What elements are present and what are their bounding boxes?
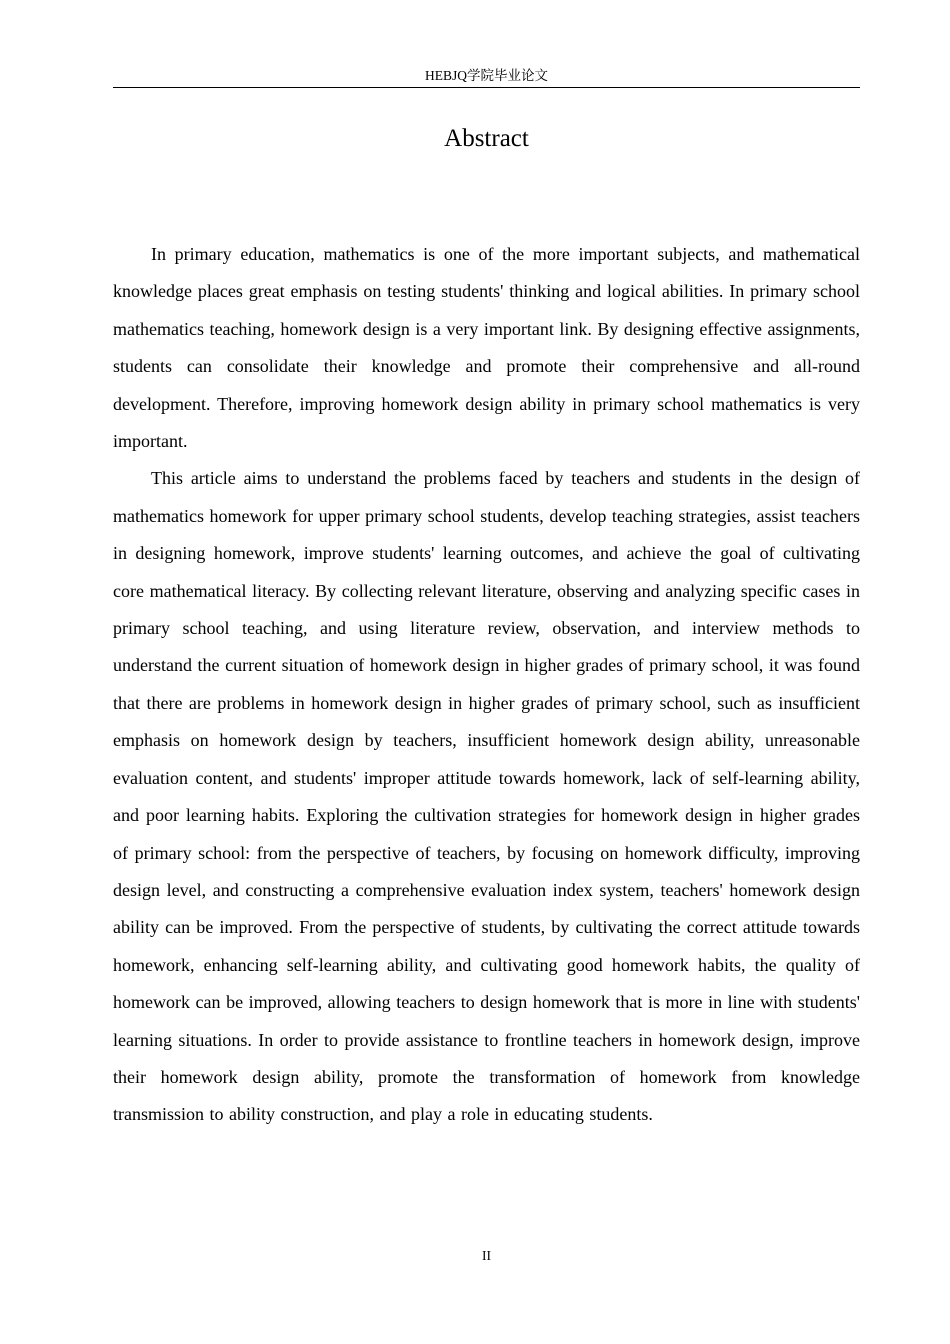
page-header: [113, 66, 860, 88]
abstract-paragraph-1: In primary education, mathematics is one of the more important subjects, and mathematical knowledge places great emphasis on testing students' thinking and logical abilities. In primary school mathematics teaching, homework design is a very important link. By designing effective assignments, students can consolidate their knowledge and promote their comprehensive and all-round development. Therefore, improving homework design ability in primary school mathematics is very important.: [113, 244, 861, 452]
header-text: HEBJQ学院毕业论文: [424, 68, 548, 83]
abstract-paragraph-2: This article aims to understand the problems faced by teachers and students in the design of mathematics homework for upper primary school students, develop teaching strategies, assist teachers in designing homework, improve students' learning outcomes, and achieve the goal of cultivating core mathematical literacy. By collecting relevant literature, observing and analyzing specific cases in primary school teaching, and using literature review, observation, and interview methods to understand the current situation of homework design in higher grades of primary school, it was found that there are problems in homework design in higher grades of primary school, such as insufficient emphasis on homework design by teachers, insufficient homework design ability, unreasonable evaluation content, and students' improper attitude towards homework, lack of self-learning ability, and poor learning habits. Exploring the cultivation strategies for homework design in higher grades of primary school: from the perspective of teachers, by focusing on homework difficulty, improving design level, and constructing a comprehensive evaluation index system, teachers' homework design ability can be improved. From the perspective of students, by cultivating the correct attitude towards homework, enhancing self-learning ability, and cultivating good homework habits, the quality of homework can be improved, allowing teachers to design homework that is more in line with students' learning situations. In order to provide assistance to frontline teachers in homework design, improve their homework design ability, promote the transformation of homework from knowledge transmission to ability construction, and play a role in educating students.: [113, 468, 860, 1125]
abstract-body: [113, 236, 860, 1134]
page-title: Abstract: [444, 125, 529, 152]
page-number: II: [482, 1248, 491, 1263]
